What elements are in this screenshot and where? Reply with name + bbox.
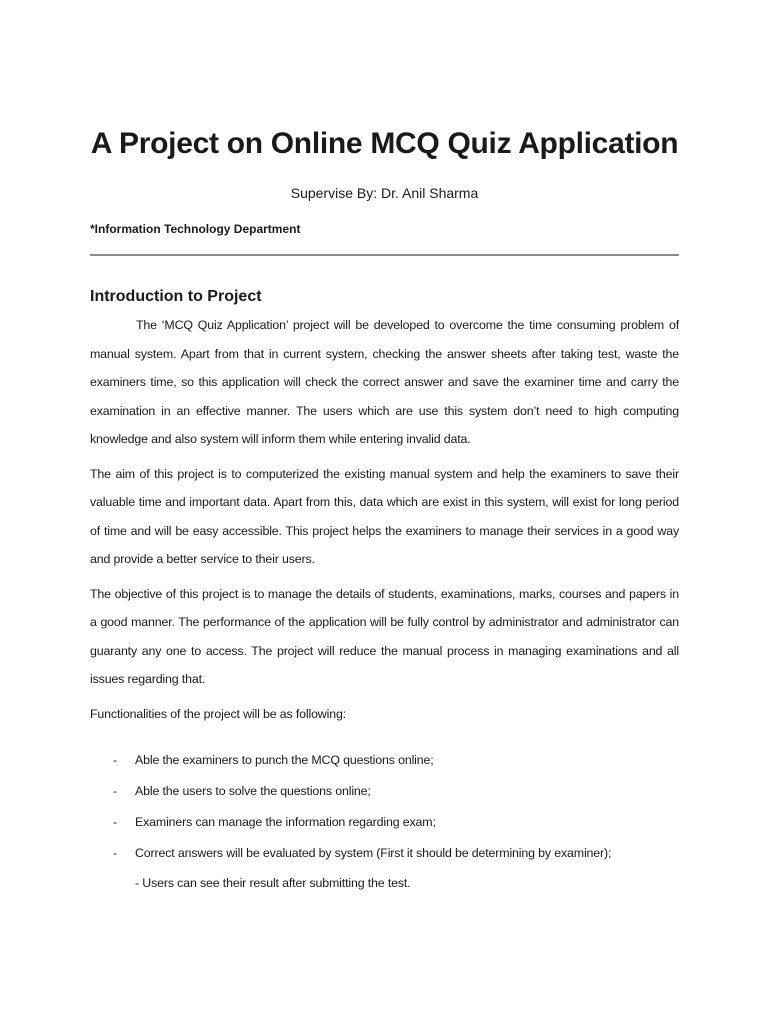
list-item <box>90 776 679 807</box>
section-heading: Introduction to Project <box>90 288 262 305</box>
functionality-list <box>90 745 679 869</box>
department-line: *Information Technology Department <box>90 222 301 236</box>
document-title: A Project on Online MCQ Quiz Application <box>90 127 679 160</box>
paragraph-objective: The objective of this project is to manage the details of students, examinations, marks, courses and papers in a good manner. The performance of the application will be fully control by administrator and administrator can guaranty any one to access. The project will reduce the manual process in managing examinations and all issues regarding that. <box>90 586 679 686</box>
paragraph-intro: The ‘MCQ Quiz Application’ project will be developed to overcome the time consuming problem of manual system. Apart from that in current system, checking the answer sheets after taking test, waste the examiners time, so this application will check the correct answer and save the examiner time and carry the examination in an effective manner. The users which are use this system don’t need to high computing knowledge and also system will inform them while entering invalid data. <box>90 318 679 446</box>
list-item <box>90 807 679 838</box>
bullet-dash: - <box>113 784 117 798</box>
list-item <box>90 838 679 869</box>
list-item-text: Examiners can manage the information regarding exam; <box>135 815 436 829</box>
paragraph-aim: The aim of this project is to computerized the existing manual system and help the examiners to save their valuable time and important data. Apart from this, data which are exist in this system, will exist for long period of time and will be easy accessible. This project helps the examiners to manage their services in a good way and provide a better service to their users. <box>90 466 679 566</box>
list-item-text: Correct answers will be evaluated by system (First it should be determining by examiner); <box>135 846 612 860</box>
bullet-dash: - <box>113 846 117 860</box>
supervisor-line: Supervise By: Dr. Anil Sharma <box>290 185 479 201</box>
sub-bullet-text: - Users can see their result after submitting the test. <box>135 876 411 890</box>
paragraph-functionalities: Functionalities of the project will be as following: <box>90 706 346 721</box>
bullet-dash: - <box>113 815 117 829</box>
bullet-dash: - <box>113 753 117 767</box>
list-item <box>90 745 679 776</box>
list-item-text: Able the users to solve the questions online; <box>135 784 371 798</box>
list-item-text: Able the examiners to punch the MCQ questions online; <box>135 753 434 767</box>
horizontal-divider <box>90 254 679 256</box>
